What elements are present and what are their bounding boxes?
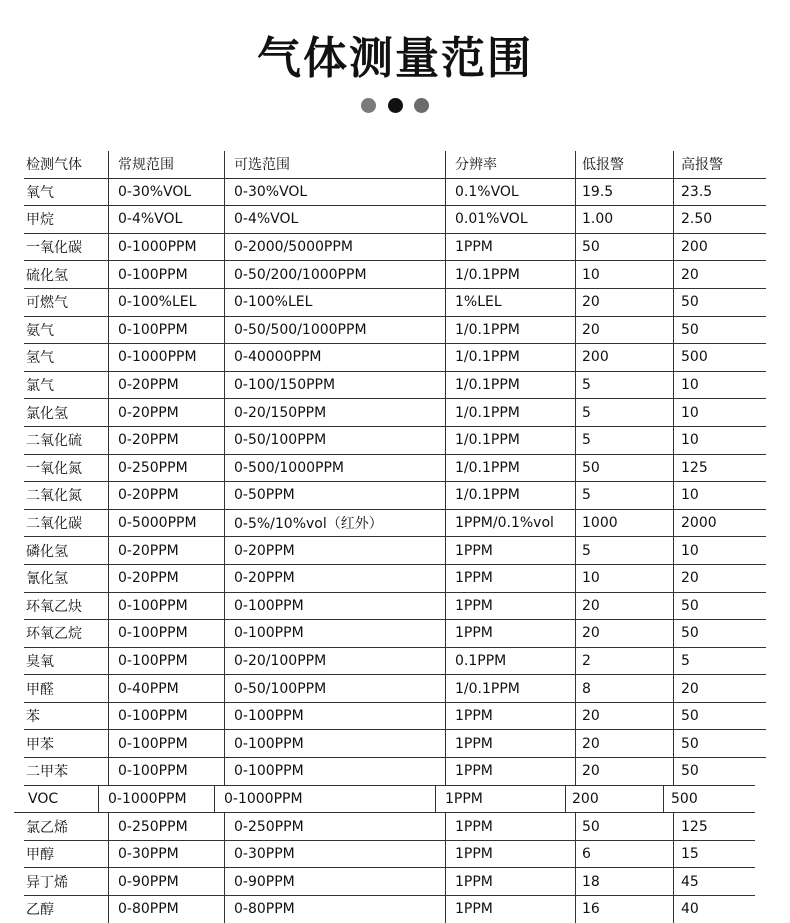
low-alarm-cell: 5 <box>575 537 673 564</box>
gas-name-cell: 可燃气 <box>26 295 68 312</box>
optional-range-cell: 0-100%LEL <box>224 289 445 316</box>
resolution-cell: 1PPM <box>445 565 575 592</box>
low-alarm-cell: 10 <box>575 565 673 592</box>
high-alarm-cell: 10 <box>673 537 766 564</box>
gas-name-cell: 氯乙烯 <box>26 819 68 836</box>
indicator-dot <box>361 98 376 113</box>
optional-range-cell: 0-20/150PPM <box>224 399 445 426</box>
standard-range-cell: 0-1000PPM <box>108 344 224 371</box>
low-alarm-cell: 200 <box>575 344 673 371</box>
table-row <box>24 813 755 841</box>
table-row <box>24 730 766 758</box>
table-row <box>24 620 766 648</box>
gas-name-cell: 氢气 <box>26 350 54 367</box>
table-row <box>24 261 766 289</box>
gas-name-cell: 甲醇 <box>26 847 54 864</box>
resolution-cell: 1%LEL <box>445 289 575 316</box>
standard-range-cell: 0-20PPM <box>108 482 224 509</box>
low-alarm-cell: 1.00 <box>575 206 673 233</box>
optional-range-cell: 0-20PPM <box>224 565 445 592</box>
low-alarm-cell: 16 <box>575 896 673 923</box>
table-header-row <box>24 151 766 179</box>
table-row <box>24 593 766 621</box>
standard-range-cell: 0-1000PPM <box>98 786 214 813</box>
standard-range-cell: 0-100%LEL <box>108 289 224 316</box>
optional-range-cell: 0-100/150PPM <box>224 372 445 399</box>
resolution-cell: 1PPM <box>445 234 575 261</box>
high-alarm-cell: 50 <box>673 593 766 620</box>
gas-name-cell: 二甲苯 <box>26 764 68 781</box>
standard-range-cell: 0-100PPM <box>108 758 224 785</box>
low-alarm-cell: 19.5 <box>575 179 673 206</box>
low-alarm-cell: 5 <box>575 427 673 454</box>
gas-name-cell: 臭氧 <box>26 653 54 670</box>
high-alarm-cell: 10 <box>673 372 766 399</box>
low-alarm-cell: 10 <box>575 261 673 288</box>
optional-range-cell: 0-50PPM <box>224 482 445 509</box>
standard-range-cell: 0-100PPM <box>108 261 224 288</box>
table-row <box>24 179 766 207</box>
low-alarm-cell: 50 <box>575 234 673 261</box>
gas-name-cell: 异丁烯 <box>26 874 68 891</box>
high-alarm-cell: 50 <box>673 758 766 785</box>
resolution-cell: 1PPM <box>445 758 575 785</box>
high-alarm-cell: 50 <box>673 730 766 757</box>
standard-range-cell: 0-100PPM <box>108 648 224 675</box>
optional-range-cell: 0-30PPM <box>224 841 445 868</box>
low-alarm-cell: 20 <box>575 758 673 785</box>
gas-name-cell: 氯化氢 <box>26 405 68 422</box>
resolution-cell: 0.1%VOL <box>445 179 575 206</box>
low-alarm-cell: 18 <box>575 868 673 895</box>
resolution-cell: 0.01%VOL <box>445 206 575 233</box>
low-alarm-cell: 8 <box>575 675 673 702</box>
resolution-cell: 1/0.1PPM <box>445 399 575 426</box>
table-row <box>24 510 766 538</box>
table-row <box>24 427 766 455</box>
optional-range-cell: 0-50/500/1000PPM <box>224 317 445 344</box>
gas-name-cell: 二氧化碳 <box>26 516 82 533</box>
low-alarm-cell: 20 <box>575 620 673 647</box>
standard-range-cell: 0-20PPM <box>108 372 224 399</box>
resolution-cell: 1/0.1PPM <box>445 261 575 288</box>
high-alarm-cell: 2.50 <box>673 206 766 233</box>
resolution-cell: 1/0.1PPM <box>445 675 575 702</box>
optional-range-cell: 0-20/100PPM <box>224 648 445 675</box>
high-alarm-cell: 40 <box>673 896 766 923</box>
high-alarm-cell: 20 <box>673 261 766 288</box>
table-row <box>24 565 766 593</box>
table-row <box>14 786 755 814</box>
gas-name-cell: 乙醇 <box>26 902 54 919</box>
optional-range-cell: 0-1000PPM <box>214 786 435 813</box>
low-alarm-cell: 5 <box>575 372 673 399</box>
column-header: 分辨率 <box>445 151 575 178</box>
gas-name-cell: 硫化氢 <box>26 267 68 284</box>
gas-name-cell: 一氧化氮 <box>26 460 82 477</box>
optional-range-cell: 0-100PPM <box>224 620 445 647</box>
table-row <box>24 537 766 565</box>
resolution-cell: 1/0.1PPM <box>445 482 575 509</box>
high-alarm-cell: 200 <box>673 234 766 261</box>
column-header: 检测气体 <box>26 157 82 174</box>
column-header: 低报警 <box>575 151 673 178</box>
table-row <box>24 482 766 510</box>
low-alarm-cell: 20 <box>575 593 673 620</box>
high-alarm-cell: 15 <box>673 841 766 868</box>
column-header: 高报警 <box>673 151 766 178</box>
standard-range-cell: 0-90PPM <box>108 868 224 895</box>
gas-name-cell: 甲醛 <box>26 681 54 698</box>
resolution-cell: 1PPM <box>445 620 575 647</box>
optional-range-cell: 0-40000PPM <box>224 344 445 371</box>
high-alarm-cell: 500 <box>663 786 756 813</box>
low-alarm-cell: 20 <box>575 289 673 316</box>
optional-range-cell: 0-50/100PPM <box>224 427 445 454</box>
table-row <box>24 317 766 345</box>
standard-range-cell: 0-1000PPM <box>108 234 224 261</box>
high-alarm-cell: 45 <box>673 868 766 895</box>
resolution-cell: 1PPM <box>445 703 575 730</box>
table-row <box>24 896 755 923</box>
low-alarm-cell: 6 <box>575 841 673 868</box>
low-alarm-cell: 20 <box>575 703 673 730</box>
table-row <box>24 868 755 896</box>
table-row <box>24 455 766 483</box>
gas-name-cell: 苯 <box>26 709 40 726</box>
standard-range-cell: 0-20PPM <box>108 427 224 454</box>
low-alarm-cell: 5 <box>575 399 673 426</box>
optional-range-cell: 0-100PPM <box>224 593 445 620</box>
table-row <box>24 289 766 317</box>
indicator-dot-active <box>388 98 403 113</box>
resolution-cell: 1PPM <box>445 593 575 620</box>
high-alarm-cell: 50 <box>673 620 766 647</box>
high-alarm-cell: 5 <box>673 648 766 675</box>
high-alarm-cell: 20 <box>673 565 766 592</box>
standard-range-cell: 0-20PPM <box>108 399 224 426</box>
resolution-cell: 0.1PPM <box>445 648 575 675</box>
optional-range-cell: 0-50/200/1000PPM <box>224 261 445 288</box>
resolution-cell: 1PPM <box>445 841 575 868</box>
optional-range-cell: 0-50/100PPM <box>224 675 445 702</box>
resolution-cell: 1/0.1PPM <box>445 427 575 454</box>
low-alarm-cell: 1000 <box>575 510 673 537</box>
standard-range-cell: 0-100PPM <box>108 703 224 730</box>
standard-range-cell: 0-20PPM <box>108 565 224 592</box>
resolution-cell: 1/0.1PPM <box>445 372 575 399</box>
gas-name-cell: 一氧化碳 <box>26 240 82 257</box>
resolution-cell: 1/0.1PPM <box>445 344 575 371</box>
high-alarm-cell: 125 <box>673 813 766 840</box>
standard-range-cell: 0-100PPM <box>108 593 224 620</box>
optional-range-cell: 0-100PPM <box>224 730 445 757</box>
standard-range-cell: 0-250PPM <box>108 813 224 840</box>
indicator-dot <box>414 98 429 113</box>
resolution-cell: 1PPM <box>435 786 565 813</box>
optional-range-cell: 0-90PPM <box>224 868 445 895</box>
gas-name-cell: 甲苯 <box>26 736 54 753</box>
gas-name-cell: VOC <box>28 790 59 807</box>
gas-name-cell: 环氧乙烷 <box>26 626 82 643</box>
high-alarm-cell: 10 <box>673 399 766 426</box>
column-header: 可选范围 <box>224 151 445 178</box>
gas-name-cell: 氨气 <box>26 322 54 339</box>
standard-range-cell: 0-80PPM <box>108 896 224 923</box>
low-alarm-cell: 200 <box>565 786 663 813</box>
resolution-cell: 1PPM <box>445 868 575 895</box>
optional-range-cell: 0-80PPM <box>224 896 445 923</box>
optional-range-cell: 0-2000/5000PPM <box>224 234 445 261</box>
resolution-cell: 1/0.1PPM <box>445 317 575 344</box>
resolution-cell: 1PPM <box>445 537 575 564</box>
standard-range-cell: 0-250PPM <box>108 455 224 482</box>
high-alarm-cell: 23.5 <box>673 179 766 206</box>
table-row <box>24 703 766 731</box>
low-alarm-cell: 50 <box>575 813 673 840</box>
high-alarm-cell: 2000 <box>673 510 766 537</box>
gas-range-table <box>24 151 766 923</box>
standard-range-cell: 0-30PPM <box>108 841 224 868</box>
gas-name-cell: 氯气 <box>26 378 54 395</box>
high-alarm-cell: 20 <box>673 675 766 702</box>
high-alarm-cell: 50 <box>673 289 766 316</box>
standard-range-cell: 0-100PPM <box>108 620 224 647</box>
gas-name-cell: 磷化氢 <box>26 543 68 560</box>
optional-range-cell: 0-30%VOL <box>224 179 445 206</box>
table-row <box>24 372 766 400</box>
low-alarm-cell: 50 <box>575 455 673 482</box>
gas-name-cell: 氰化氢 <box>26 571 68 588</box>
resolution-cell: 1PPM/0.1%vol <box>445 510 575 537</box>
table-row <box>24 399 766 427</box>
optional-range-cell: 0-500/1000PPM <box>224 455 445 482</box>
table-row <box>24 206 766 234</box>
optional-range-cell: 0-250PPM <box>224 813 445 840</box>
resolution-cell: 1PPM <box>445 896 575 923</box>
standard-range-cell: 0-4%VOL <box>108 206 224 233</box>
resolution-cell: 1/0.1PPM <box>445 455 575 482</box>
standard-range-cell: 0-20PPM <box>108 537 224 564</box>
low-alarm-cell: 2 <box>575 648 673 675</box>
high-alarm-cell: 500 <box>673 344 766 371</box>
low-alarm-cell: 20 <box>575 317 673 344</box>
high-alarm-cell: 10 <box>673 427 766 454</box>
optional-range-cell: 0-100PPM <box>224 703 445 730</box>
table-row <box>24 841 755 869</box>
standard-range-cell: 0-5000PPM <box>108 510 224 537</box>
high-alarm-cell: 125 <box>673 455 766 482</box>
high-alarm-cell: 10 <box>673 482 766 509</box>
optional-range-cell: 0-4%VOL <box>224 206 445 233</box>
page-title: 气体测量范围 <box>257 33 533 84</box>
resolution-cell: 1PPM <box>445 730 575 757</box>
resolution-cell: 1PPM <box>445 813 575 840</box>
table-row <box>24 758 755 786</box>
low-alarm-cell: 20 <box>575 730 673 757</box>
gas-name-cell: 氧气 <box>26 184 54 201</box>
standard-range-cell: 0-100PPM <box>108 317 224 344</box>
high-alarm-cell: 50 <box>673 317 766 344</box>
gas-name-cell: 甲烷 <box>26 212 54 229</box>
table-row <box>24 344 766 372</box>
gas-name-cell: 环氧乙炔 <box>26 598 82 615</box>
gas-name-cell: 二氧化硫 <box>26 433 82 450</box>
column-header: 常规范围 <box>108 151 224 178</box>
optional-range-cell: 0-20PPM <box>224 537 445 564</box>
optional-range-cell: 0-5%/10%vol（红外） <box>224 510 445 537</box>
standard-range-cell: 0-40PPM <box>108 675 224 702</box>
optional-range-cell: 0-100PPM <box>224 758 445 785</box>
standard-range-cell: 0-100PPM <box>108 730 224 757</box>
low-alarm-cell: 5 <box>575 482 673 509</box>
slide-indicator <box>0 98 790 114</box>
standard-range-cell: 0-30%VOL <box>108 179 224 206</box>
table-row <box>24 234 766 262</box>
table-row <box>24 648 766 676</box>
table-row <box>24 675 766 703</box>
high-alarm-cell: 50 <box>673 703 766 730</box>
gas-name-cell: 二氧化氮 <box>26 488 82 505</box>
